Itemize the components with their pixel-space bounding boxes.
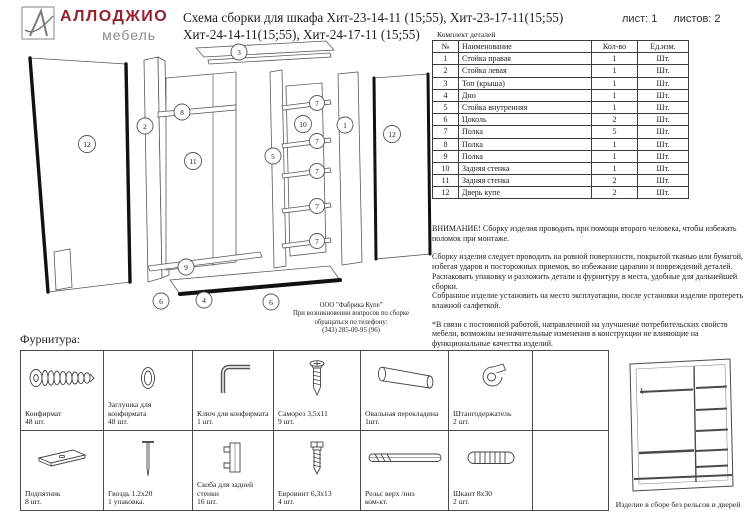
hw-qty: 8 шт. xyxy=(25,497,42,507)
cell-name: Полка xyxy=(459,126,592,138)
hw-name: Саморез 3,5х11 xyxy=(278,408,328,418)
hex-key-icon xyxy=(193,354,273,402)
page-title-line1: Схема сборки для шкафа Хит-23-14-11 (15;55), Хит-23-17-11(15;55) xyxy=(183,10,564,25)
cell-unit: Шт. xyxy=(638,162,689,174)
svg-text:6: 6 xyxy=(269,298,273,307)
cell-unit: Шт. xyxy=(638,114,689,126)
cell-num: 12 xyxy=(433,187,459,199)
hw-qty: ком-кт. xyxy=(365,497,388,507)
table-row xyxy=(433,89,689,101)
instruction-line: Собранное изделие установить на место эксплуатации, после установки изделие протереть влажной салфеткой. xyxy=(432,291,744,310)
cell-num: 3 xyxy=(433,77,459,89)
assembled-wardrobe-drawing xyxy=(610,352,746,494)
confirmat-screw-icon xyxy=(21,354,103,402)
part-balloon xyxy=(265,148,281,164)
svg-text:6: 6 xyxy=(159,297,163,306)
footnote-text: *В связи с постоянной работой, направленной на улучшение потребительских свойств мебели, возможны незначительные изменения в конструкции не влияющие на функциональные качества изделий. xyxy=(432,319,728,349)
cell-unit: Шт. xyxy=(638,101,689,113)
col-num: № xyxy=(433,41,459,53)
svg-text:10: 10 xyxy=(299,120,307,129)
part-balloon xyxy=(310,234,325,249)
cell-qty: 1 xyxy=(592,65,638,77)
left-sliding-door xyxy=(30,58,130,292)
brand-name: АЛЛОДЖИО xyxy=(60,8,169,25)
manufacturer-note: обращаться по телефону: xyxy=(314,318,388,326)
cell-name: Дно xyxy=(459,89,592,101)
svg-text:9: 9 xyxy=(184,263,188,272)
back-wall-bracket-icon xyxy=(193,434,273,482)
cell-unit: Шт. xyxy=(638,175,689,187)
hw-cell-konfirmat xyxy=(21,351,103,430)
hw-qty: 2 шт. xyxy=(453,417,470,427)
cell-qty: 2 xyxy=(592,187,638,199)
part-balloon xyxy=(310,96,325,111)
right-side-panel xyxy=(338,72,362,265)
table-row xyxy=(433,150,689,162)
part-balloon xyxy=(185,153,202,170)
hw-qty: 48 шт. xyxy=(108,417,128,427)
cell-unit: Шт. xyxy=(638,187,689,199)
part-balloon xyxy=(310,134,325,149)
svg-text:2: 2 xyxy=(143,122,147,131)
svg-text:4: 4 xyxy=(202,296,206,305)
cell-num: 11 xyxy=(433,175,459,187)
cell-num: 1 xyxy=(433,53,459,65)
cell-name: Цоколь xyxy=(459,114,592,126)
part-balloon xyxy=(295,116,312,133)
cell-name: Задняя стенка xyxy=(459,175,592,187)
cell-unit: Шт. xyxy=(638,150,689,162)
hw-cell-skoba xyxy=(193,431,273,510)
exploded-assembly-diagram xyxy=(8,40,432,334)
self-tapping-screw-icon xyxy=(274,354,360,402)
hw-name: Заглушка для конфирмата xyxy=(108,400,152,418)
hw-name: Шкант 8х30 xyxy=(453,488,493,498)
part-balloon xyxy=(384,126,401,143)
hw-cell-shtangoderzhatel xyxy=(449,351,532,430)
hw-cell-shkant xyxy=(449,431,532,510)
table-row xyxy=(433,114,689,126)
part-balloon xyxy=(196,292,212,308)
cell-unit: Шт. xyxy=(638,65,689,77)
page-title-line2: Хит-24-14-11(15;55), Хит-24-17-11 (15;55) xyxy=(183,26,420,42)
part-balloon xyxy=(79,136,96,153)
rod-holder-icon xyxy=(449,354,532,402)
cell-num: 7 xyxy=(433,126,459,138)
svg-text:7: 7 xyxy=(315,137,319,146)
table-row xyxy=(433,77,689,89)
svg-text:8: 8 xyxy=(180,108,184,117)
cell-name: Стойка левая xyxy=(459,65,592,77)
part-balloon xyxy=(310,164,325,179)
table-row xyxy=(433,101,689,113)
oval-rail-icon xyxy=(361,354,448,402)
dowel-icon xyxy=(449,434,532,482)
table-row xyxy=(433,175,689,187)
svg-text:5: 5 xyxy=(271,152,275,161)
hw-qty: 48 шт. xyxy=(25,417,45,427)
table-row xyxy=(433,138,689,150)
svg-text:12: 12 xyxy=(83,140,91,149)
col-name: Наименование xyxy=(459,41,592,53)
cell-num: 5 xyxy=(433,101,459,113)
svg-text:7: 7 xyxy=(315,237,319,246)
cell-name: Дверь купе xyxy=(459,187,592,199)
instruction-line: Распаковать упаковку и разложить детали и фурнитуру в места, удобные для дальнейшей сборки. xyxy=(432,271,738,291)
cell-num: 6 xyxy=(433,114,459,126)
table-row xyxy=(433,126,689,138)
inner-panel xyxy=(270,70,286,268)
parts-table xyxy=(432,40,689,199)
hw-name: Подпятник xyxy=(25,488,61,498)
confirmat-cap-icon xyxy=(104,354,192,402)
table-row xyxy=(433,65,689,77)
manufacturer-contact xyxy=(263,302,439,336)
floor-pad-icon xyxy=(21,434,103,482)
table-row xyxy=(433,53,689,65)
hw-name: Штангодержатель xyxy=(453,408,512,418)
hw-name: Конфирмат xyxy=(25,408,62,418)
brand-logo-icon xyxy=(20,5,56,41)
cell-name: Стойка правая xyxy=(459,53,592,65)
cell-qty: 1 xyxy=(592,101,638,113)
svg-text:7: 7 xyxy=(315,167,319,176)
cell-name: Топ (крыша) xyxy=(459,77,592,89)
assembly-notes xyxy=(432,224,746,358)
cell-qty: 2 xyxy=(592,114,638,126)
hw-cell-empty xyxy=(533,351,608,430)
cell-qty: 5 xyxy=(592,126,638,138)
cell-unit: Шт. xyxy=(638,89,689,101)
hw-cell-empty xyxy=(533,431,608,510)
right-sliding-door xyxy=(374,74,430,259)
part-balloon xyxy=(178,259,194,275)
hw-qty: 1 шт. xyxy=(197,417,214,427)
sheets-total: листов: 2 xyxy=(673,13,721,25)
page-title xyxy=(183,10,573,43)
hardware-table xyxy=(20,350,609,511)
cell-unit: Шт. xyxy=(638,138,689,150)
part-balloon xyxy=(153,293,169,309)
svg-text:1: 1 xyxy=(343,121,347,130)
hardware-title: Фурнитура: xyxy=(20,332,81,346)
back-panel-wide xyxy=(166,72,236,270)
manufacturer-name: ООО "Фабрика Купе" xyxy=(319,302,383,309)
nail-icon xyxy=(104,434,192,482)
cell-name: Полка xyxy=(459,150,592,162)
part-balloon xyxy=(310,199,325,214)
hw-name: Рельс верх /низ xyxy=(365,488,415,498)
svg-text:3: 3 xyxy=(237,48,241,57)
cell-unit: Шт. xyxy=(638,77,689,89)
hw-cell-klyuch xyxy=(193,351,273,430)
manufacturer-note: При возникновении вопросов по сборке xyxy=(292,310,410,318)
cell-qty: 1 xyxy=(592,89,638,101)
svg-text:11: 11 xyxy=(189,157,197,166)
hw-name: Гвоздь 1.2х20 xyxy=(108,488,153,498)
instruction-line: Сборку изделия следует проводить на ровной поверхности, покрытой тканью или бумагой, избегая ударов и посторожных приемов, во избежание царапин и повреждений деталей. xyxy=(432,252,744,272)
hw-cell-podpyatnik xyxy=(21,431,103,510)
table-row xyxy=(433,162,689,174)
part-balloon xyxy=(337,117,353,133)
cell-qty: 1 xyxy=(592,53,638,65)
parts-table-header xyxy=(433,41,689,53)
cell-qty: 2 xyxy=(592,175,638,187)
hw-name: Евровинт 6,3х13 xyxy=(278,488,332,498)
cell-name: Задняя стенка xyxy=(459,162,592,174)
part-balloon xyxy=(231,44,247,60)
manufacturer-phone: (343) 285-00-95 (96) xyxy=(322,327,380,335)
parts-table-caption: Комплект деталей xyxy=(437,30,496,39)
hw-cell-samorez xyxy=(274,351,360,430)
cell-num: 2 xyxy=(433,65,459,77)
assembled-caption: Изделие в сборе без рельсов и дверей xyxy=(615,500,741,509)
cell-num: 4 xyxy=(433,89,459,101)
hw-cell-eurovint xyxy=(274,431,360,510)
hw-name: Овальная перекладина xyxy=(365,408,439,418)
hw-qty: 4 шт. xyxy=(278,497,295,507)
svg-text:7: 7 xyxy=(315,202,319,211)
cell-qty: 1 xyxy=(592,150,638,162)
top-panel xyxy=(196,41,334,64)
part-balloon xyxy=(174,104,190,120)
part-balloon xyxy=(137,118,153,134)
hw-cell-zaglushka xyxy=(104,351,192,430)
cell-qty: 1 xyxy=(592,77,638,89)
hw-qty: 16 шт. xyxy=(197,497,217,507)
cell-name: Полка xyxy=(459,138,592,150)
cell-qty: 1 xyxy=(592,162,638,174)
svg-text:12: 12 xyxy=(388,130,396,139)
euro-screw-icon xyxy=(274,434,360,482)
brand-block xyxy=(60,8,168,44)
cell-qty: 1 xyxy=(592,138,638,150)
cell-name: Стойка внутренняя xyxy=(459,101,592,113)
left-side-panel xyxy=(144,57,169,282)
assembled-view xyxy=(610,352,746,509)
cell-num: 9 xyxy=(433,150,459,162)
col-qty: Кол-во xyxy=(592,41,638,53)
hw-cell-gvozd xyxy=(104,431,192,510)
rail-profile-icon xyxy=(361,434,448,482)
hw-qty: 1шт. xyxy=(365,417,380,427)
svg-text:7: 7 xyxy=(315,99,319,108)
hw-name: Ключ для конфирмата xyxy=(197,408,269,418)
hw-qty: 1 упаковка. xyxy=(108,497,145,507)
cell-unit: Шт. xyxy=(638,126,689,138)
warning-text: ВНИМАНИЕ! Сборку изделия проводить при помощи второго человека, чтобы избежать поломок при монтаже. xyxy=(432,224,737,243)
hw-cell-rels xyxy=(361,431,448,510)
hw-qty: 9 шт. xyxy=(278,417,295,427)
col-unit: Ед.изм. xyxy=(638,41,689,53)
brand-subtitle: мебель xyxy=(102,27,157,43)
cell-num: 10 xyxy=(433,162,459,174)
sheet-number: лист: 1 xyxy=(622,13,658,25)
table-row xyxy=(433,187,689,199)
cell-unit: Шт. xyxy=(638,53,689,65)
sheet-info xyxy=(622,13,721,25)
hw-cell-perekladina xyxy=(361,351,448,430)
hw-name: Скоба для задней стенки xyxy=(197,480,254,498)
hw-qty: 2 шт. xyxy=(453,497,470,507)
cell-num: 8 xyxy=(433,138,459,150)
